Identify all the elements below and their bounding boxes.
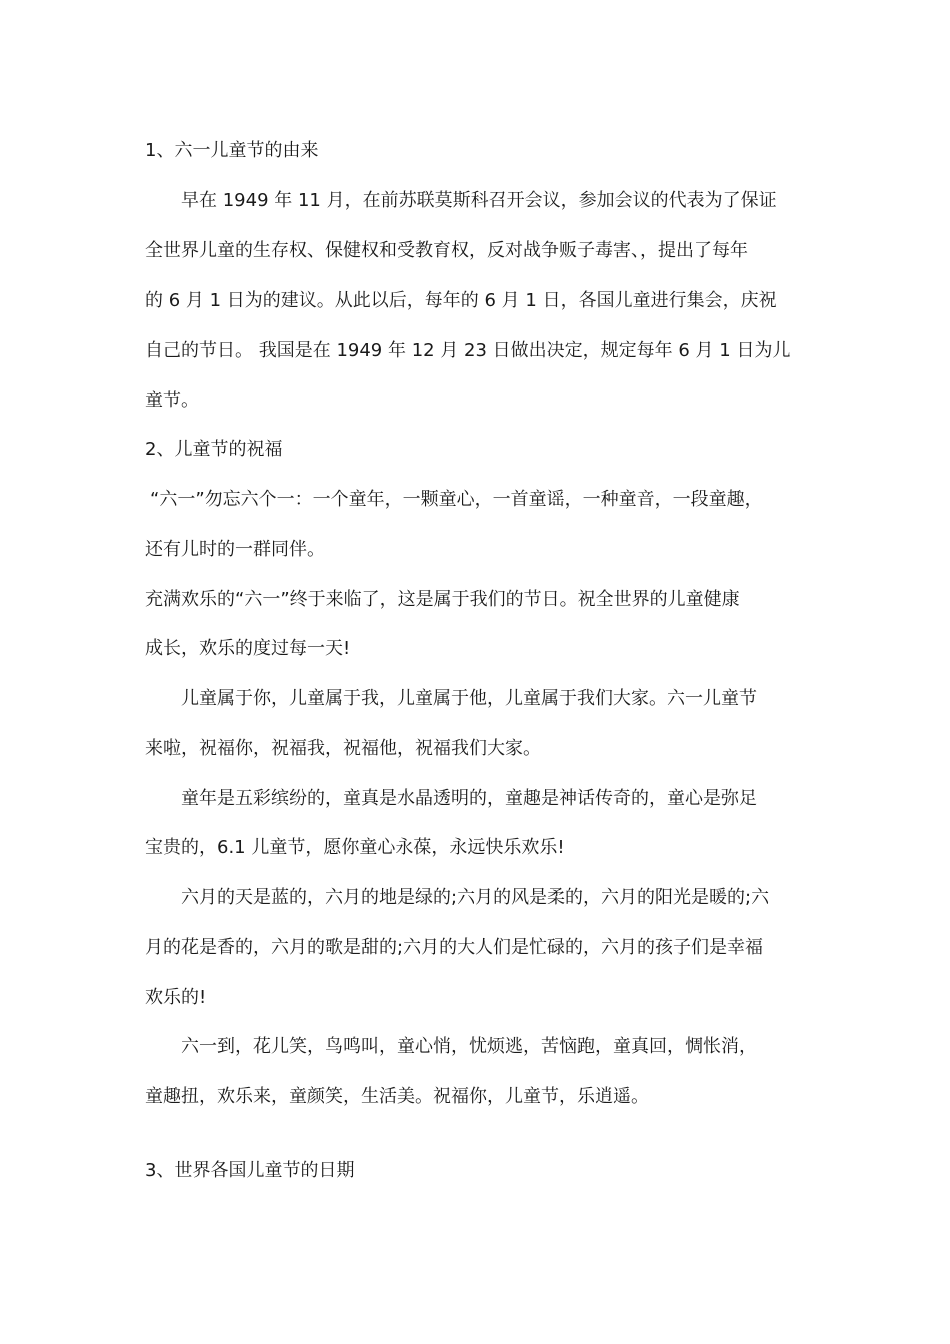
paragraph-line: 月的花是香的，六月的歌是甜的;六月的大人们是忙碌的，六月的孩子们是幸福 [145,937,764,958]
paragraph-line: 早在 1949 年 11 月，在前苏联莫斯科召开会议，参加会议的代表为了保证 [181,190,777,211]
paragraph-line: 的 6 月 1 日为的建议。从此以后，每年的 6 月 1 日，各国儿童进行集会，庆祝 [145,290,777,311]
paragraph-line: 全世界儿童的生存权、保健权和受教育权，反对战争贩子毒害、，提出了每年 [145,240,748,261]
paragraph-line: 六一到，花儿笑，鸟鸣叫，童心悄，忧烦逃，苦恼跑，童真回，惆怅消， [181,1036,757,1057]
section-1-heading: 1、六一儿童节的由来 [145,140,319,161]
paragraph-line: 充满欢乐的“六一”终于来临了，这是属于我们的节日。祝全世界的儿童健康 [145,589,740,610]
paragraph-line: 还有儿时的一群同伴。 [145,539,325,560]
paragraph-line: 宝贵的，6.1 儿童节，愿你童心永葆，永远快乐欢乐! [145,837,565,858]
paragraph-line: 来啦，祝福你，祝福我，祝福他，祝福我们大家。 [145,738,541,759]
paragraph-line: 六月的天是蓝的，六月的地是绿的;六月的风是柔的，六月的阳光是暖的;六 [181,887,770,908]
paragraph-line: 童年是五彩缤纷的，童真是水晶透明的，童趣是神话传奇的，童心是弥足 [181,788,757,809]
paragraph-line: 成长，欢乐的度过每一天! [145,638,351,659]
paragraph-line: 自己的节日。 我国是在 1949 年 12 月 23 日做出决定，规定每年 6 月 1 日为儿 [145,340,791,361]
paragraph-line: 童趣扭，欢乐来，童颜笑，生活美。祝福你，儿童节，乐逍遥。 [145,1086,649,1107]
section-2-heading: 2、儿童节的祝福 [145,439,283,460]
paragraph-line: 欢乐的! [145,987,207,1008]
paragraph-line: 童节。 [145,390,199,411]
section-3-heading: 3、世界各国儿童节的日期 [145,1160,355,1181]
paragraph-line: 儿童属于你，儿童属于我，儿童属于他，儿童属于我们大家。六一儿童节 [181,688,757,709]
paragraph-line: “六一”勿忘六个一：一个童年，一颗童心，一首童谣，一种童音，一段童趣， [150,489,763,510]
